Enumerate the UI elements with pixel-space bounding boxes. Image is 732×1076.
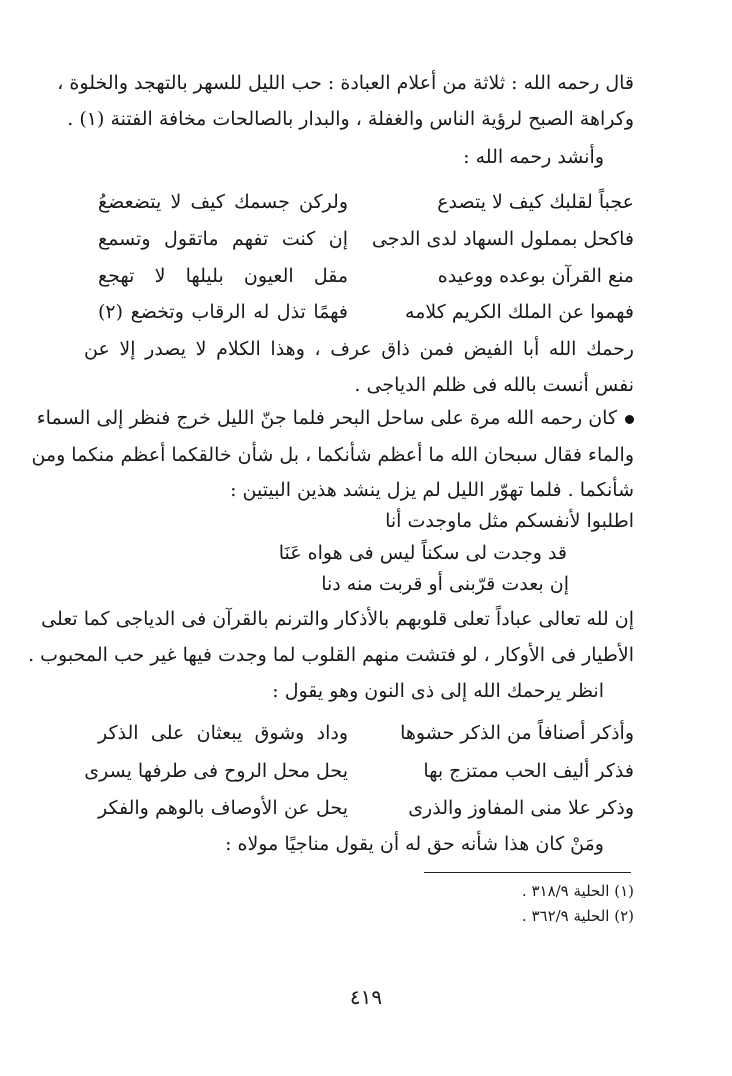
text-line-content: كان رحمه الله مرة على ساحل البحر فلما جنّ الليل خرج فنظر إلى السماء	[36, 407, 617, 429]
verse-second-hemistich: إن كنت تفهم ماتقول وتسمع	[98, 228, 348, 250]
verse-first-hemistich: منع القرآن بوعده ووعيده	[437, 265, 634, 287]
bullet-icon	[625, 415, 634, 424]
poem-intro: وأنشد رحمه الله :	[463, 146, 604, 168]
footnote-divider	[424, 872, 631, 873]
poem-line: إن بعدت قرّبنى أو قربت منه دنا	[321, 573, 569, 595]
footnote: (٢) الحلية ٣٦٢/٩ .	[521, 907, 634, 925]
text-line-bulleted	[36, 403, 634, 433]
verse-first-hemistich: وذكر علا منى المفاوز والذرى	[408, 797, 634, 819]
text-line: ومَنْ كان هذا شأنه حق له أن يقول مناجيًا مولاه :	[225, 833, 604, 855]
text-line: شأنكما . فلما تهوّر الليل لم يزل ينشد هذين البيتين :	[230, 479, 634, 501]
verse-first-hemistich: فذكر أليف الحب ممتزج بها	[423, 760, 634, 782]
text-line: رحمك الله أبا الفيض فمن ذاق عرف ، وهذا الكلام لا يصدر إلا عن	[84, 338, 634, 360]
verse-second-hemistich: ولركن جسمك كيف لا يتضعضعُ	[98, 191, 348, 213]
verse-second-hemistich: يحل عن الأوصاف بالوهم والفكر	[98, 797, 348, 819]
text-line: وكراهة الصبح لرؤية الناس والغفلة ، والبدار بالصالحات مخافة الفتنة (١) .	[67, 108, 634, 130]
verse-second-hemistich: يحل محل الروح فى طرفها يسرى	[84, 760, 348, 782]
page-number: ٤١٩	[349, 985, 383, 1009]
verse-first-hemistich: فاكحل بمملول السهاد لدى الدجى	[371, 228, 634, 250]
text-line: الأطيار فى الأوكار ، لو فتشت منهم القلوب لما وجدت فيها غير حب المحبوب .	[28, 644, 634, 666]
verse-first-hemistich: وأذكر أصنافاً من الذكر حشوها	[400, 722, 634, 744]
poem-line: اطلبوا لأنفسكم مثل ماوجدت أنا	[385, 510, 634, 532]
verse-first-hemistich: فهموا عن الملك الكريم كلامه	[405, 301, 634, 323]
verse-second-hemistich: مقل العيون بليلها لا تهجع	[98, 265, 348, 287]
verse-second-hemistich: فهمًا تذل له الرقاب وتخضع (٢)	[98, 301, 348, 323]
poem-line: قد وجدت لى سكناً ليس فى هواه عَنَا	[278, 542, 567, 564]
text-line: والماء فقال سبحان الله ما أعظم شأنكما ، بل شأن خالقكما أعظم منكما ومن	[31, 444, 634, 466]
text-line: قال رحمه الله : ثلاثة من أعلام العبادة : حب الليل للسهر بالتهجد والخلوة ،	[57, 72, 634, 94]
verse-first-hemistich: عجباً لقلبك كيف لا يتصدع	[437, 191, 634, 213]
verse-second-hemistich: وداد وشوق يبعثان على الذكر	[98, 722, 348, 744]
footnote: (١) الحلية ٣١٨/٩ .	[521, 882, 634, 900]
poem-intro: انظر يرحمك الله إلى ذى النون وهو يقول :	[272, 680, 604, 702]
text-line: إن لله تعالى عباداً تعلى قلوبهم بالأذكار والترنم بالقرآن فى الدياجى كما تعلى	[41, 608, 634, 630]
text-line: نفس أنست بالله فى ظلم الدياجى .	[354, 374, 634, 396]
